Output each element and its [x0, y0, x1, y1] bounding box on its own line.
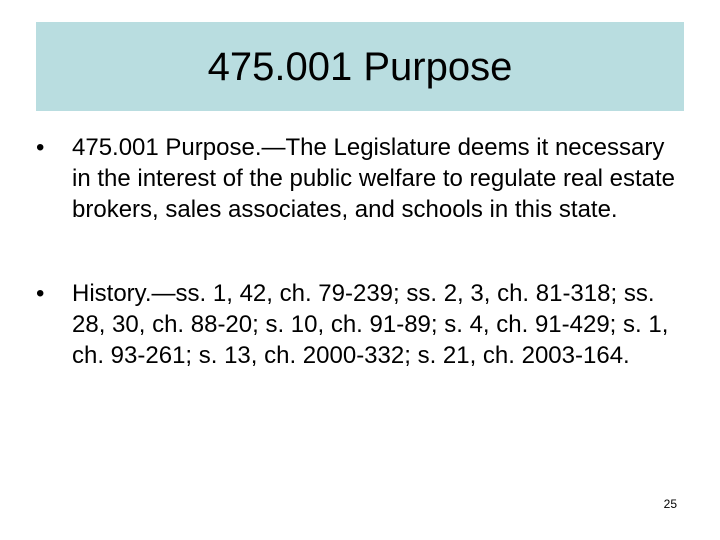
slide-title: 475.001 Purpose	[207, 44, 513, 89]
bullet-item-purpose	[36, 132, 686, 225]
bullet-text-purpose: 475.001 Purpose.—The Legislature deems it necessary in the interest of the public welfare to regulate real estate brokers, sales associates, and schools in this state.	[72, 134, 676, 223]
bullet-dot-icon: •	[36, 134, 45, 161]
bullet-dot-icon: •	[36, 280, 45, 307]
bullet-item-history	[36, 278, 686, 371]
page-number: 25	[663, 497, 677, 511]
slide-body	[36, 132, 686, 371]
bullet-text-history: History.—ss. 1, 42, ch. 79-239; ss. 2, 3, ch. 81-318; ss. 28, 30, ch. 88-20; s. 10, ch. 91-89; s. 4, ch. 91-429; s. 1, ch. 93-261; s. 13, ch. 2000-332; s. 21, ch. 2003-164.	[72, 280, 669, 369]
title-band	[36, 22, 684, 111]
